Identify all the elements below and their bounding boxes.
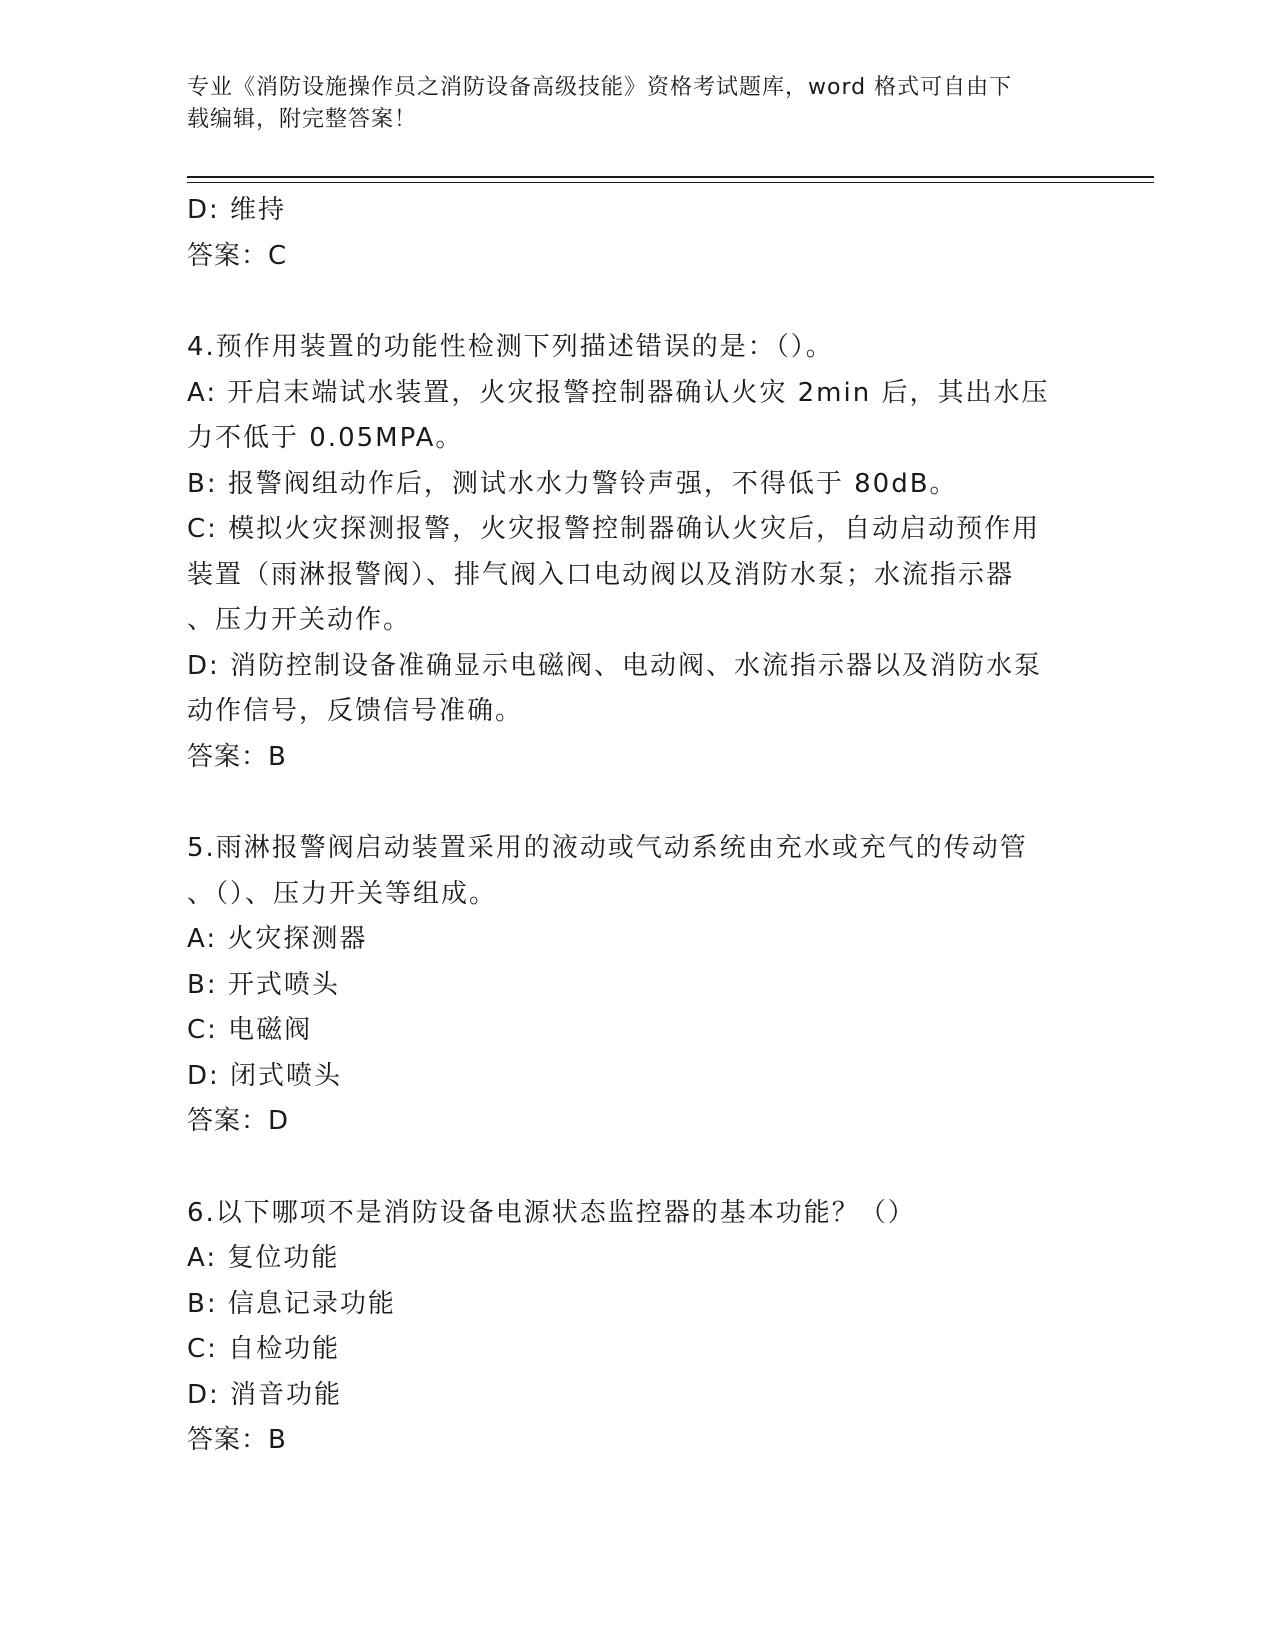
q4-option-c-line-1: C: 模拟火灾探测报警，火灾报警控制器确认火灾后，自动启动预作用 <box>187 514 1041 544</box>
header-divider-thin <box>187 182 1154 183</box>
spacer <box>187 1145 1087 1191</box>
q5-answer: 答案：D <box>187 1106 290 1136</box>
document-header <box>187 72 1087 136</box>
q4-option-d-line-1: D: 消防控制设备准确显示电磁阀、电动阀、水流指示器以及消防水泵 <box>187 650 1043 681</box>
q4-option-a-line-2: 力不低于 0.05MPA。 <box>187 423 464 453</box>
q6-option-d: D: 消音功能 <box>187 1379 343 1410</box>
q4-question: 4.预作用装置的功能性检测下列描述错误的是：（）。 <box>187 332 834 362</box>
q4-option-a-line-1: A: 开启末端试水装置，火灾报警控制器确认火灾 2min 后，其出水压 <box>187 377 1050 408</box>
q6-answer: 答案：B <box>187 1425 287 1455</box>
question-list <box>187 188 1087 1464</box>
q3-option-d: D: 维持 <box>187 195 287 225</box>
q6-option-a: A: 复位功能 <box>187 1243 340 1273</box>
q5-option-a: A: 火灾探测器 <box>187 924 368 954</box>
q5-question-line-2: 、（）、压力开关等组成。 <box>187 878 498 909</box>
header-divider-thick <box>187 176 1154 178</box>
q5-option-c: C: 电磁阀 <box>187 1015 313 1045</box>
q6-option-c: C: 自检功能 <box>187 1334 341 1364</box>
q5-option-b: B: 开式喷头 <box>187 969 340 1000</box>
header-line-2: 载编辑，附完整答案！ <box>187 107 418 132</box>
q6-option-b: B: 信息记录功能 <box>187 1288 396 1319</box>
q5-option-d: D: 闭式喷头 <box>187 1060 343 1091</box>
q4-option-c-line-2: 装置（雨淋报警阀）、排气阀入口电动阀以及消防水泵；水流指示器 <box>187 559 1015 590</box>
q4-answer: 答案：B <box>187 741 287 772</box>
q4-option-d-line-2: 动作信号，反馈信号准确。 <box>187 696 524 726</box>
q4-option-b: B: 报警阀组动作后，测试水水力警铃声强，不得低于 80dB。 <box>187 468 958 499</box>
q3-answer: 答案：C <box>187 240 288 271</box>
spacer <box>187 780 1087 826</box>
q4-option-c-line-3: 、压力开关动作。 <box>187 605 412 635</box>
header-line-1: 专业《消防设施操作员之消防设备高级技能》资格考试题库，word 格式可自由下 <box>187 75 1013 100</box>
q5-question-line-1: 5.雨淋报警阀启动装置采用的液动或气动系统由充水或充气的传动管 <box>187 833 1028 863</box>
q6-question: 6.以下哪项不是消防设备电源状态监控器的基本功能？（） <box>187 1197 916 1228</box>
spacer <box>187 279 1087 325</box>
